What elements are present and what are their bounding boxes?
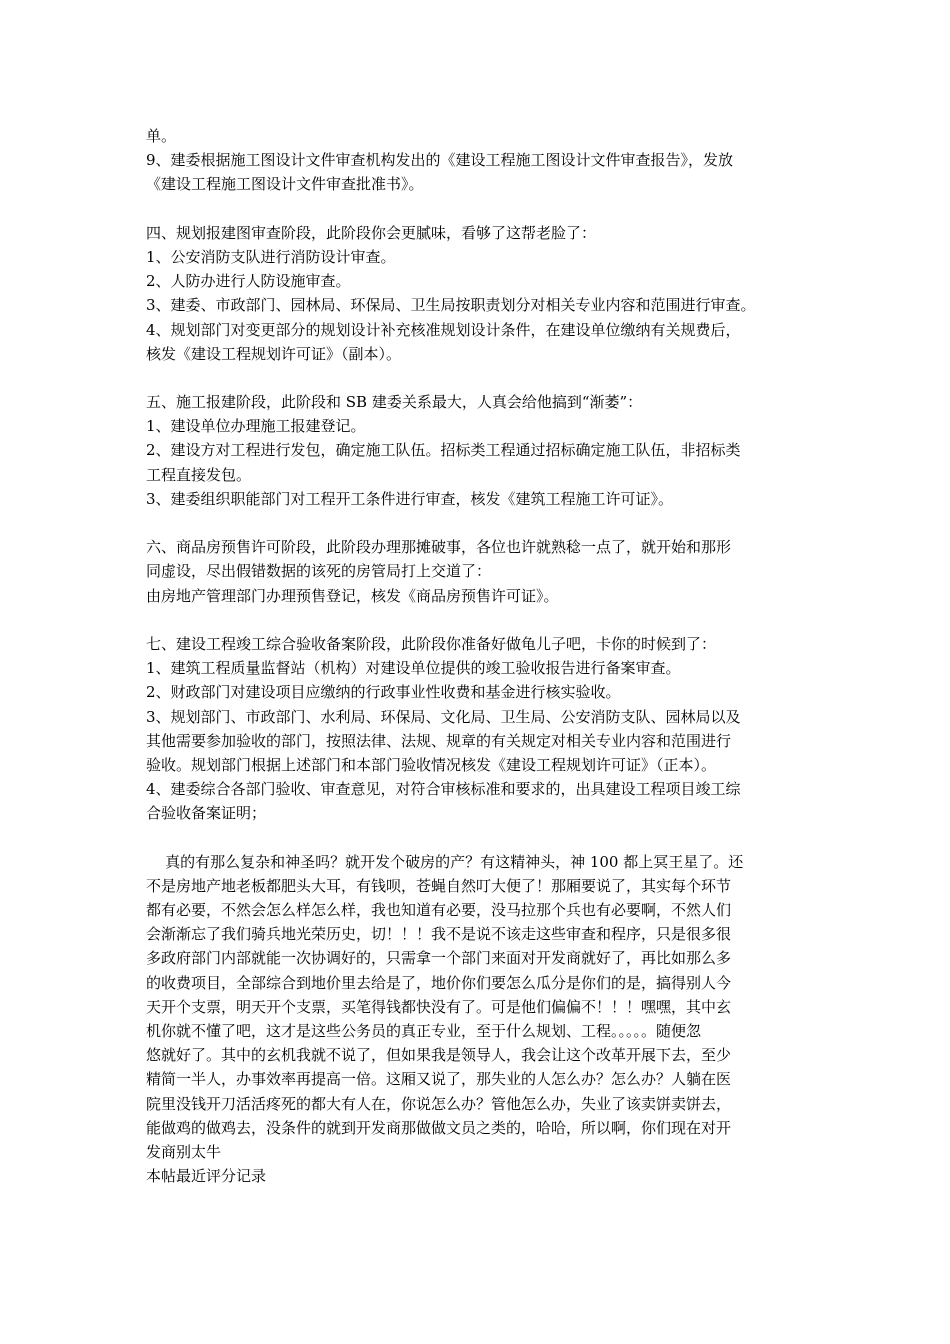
text-line: 验收。规划部门根据上述部门和本部门验收情况核发《建设工程规划许可证》（正本）。 <box>146 755 717 774</box>
text-line: 1、公安消防支队进行消防设计审查。 <box>146 247 396 266</box>
text-line: 3、建委组织职能部门对工程开工条件进行审查，核发《建筑工程施工许可证》。 <box>146 489 674 508</box>
paragraph-gap <box>146 511 816 535</box>
comment-paragraph-line: 的收费项目，全部综合到地价里去给是了，地价你们要怎么瓜分是你们的是，搞得别人今 <box>146 973 732 992</box>
text-line: 4、规划部门对变更部分的规划设计补充核准规划设计条件，在建设单位缴纳有关规费后， <box>146 320 741 339</box>
comment-paragraph-line: 悠就好了。其中的玄机我就不说了，但如果我是领导人，我会让这个改革开展下去，至少 <box>146 1046 732 1065</box>
section-heading: 六、商品房预售许可阶段，此阶段办理那摊破事，各位也许就熟稔一点了，就开始和那形 <box>146 538 732 557</box>
text-line: 单。 <box>146 127 177 145</box>
text-line: 工程直接发包。 <box>146 465 252 484</box>
text-line: 《建设工程施工图设计文件审查批准书》。 <box>146 175 424 194</box>
comment-paragraph-line: 发商别太牛 <box>146 1142 222 1161</box>
comment-paragraph-line: 真的有那么复杂和神圣吗？就开发个破房的产？有这精神头，神 100 都上冥王星了。还 <box>146 852 744 871</box>
paragraph-gap <box>146 197 816 221</box>
text-line: 合验收备案证明； <box>146 804 267 823</box>
comment-paragraph-line: 天开个支票，明天开个支票，买笔得钱都快没有了。可是他们偏偏不！！！嘿嘿，其中玄 <box>146 997 732 1016</box>
comment-paragraph-line: 会渐渐忘了我们骑兵地光荣历史，切！！！我不是说不该走这些审查和程序，只是很多很 <box>146 925 732 944</box>
text-line: 3、规划部门、市政部门、水利局、环保局、文化局、卫生局、公安消防支队、园林局以及 <box>146 707 741 726</box>
text-line: 4、建委综合各部门验收、审查意见，对符合审核标准和要求的，出具建设工程项目竣工综 <box>146 780 741 799</box>
text-line: 1、建筑工程质量监督站（机构）对建设单位提供的竣工验收报告进行备案审查。 <box>146 659 681 678</box>
section-heading: 五、施工报建阶段，此阶段和 SB 建委关系最大，人真会给他搞到“渐萎”： <box>146 393 643 412</box>
text-line: 同虚设，尽出假错数据的该死的房管局打上交道了： <box>146 562 492 581</box>
paragraph-gap <box>146 608 816 632</box>
comment-paragraph-line: 机你就不懂了吧，这才是这些公务员的真正专业，至于什么规划、工程。。。。。随便忽 <box>146 1021 702 1040</box>
text-line: 2、人防办进行人防设施审查。 <box>146 272 351 291</box>
comment-paragraph-line: 精简一半人，办事效率再提高一倍。这厢又说了，那失业的人怎么办？怎么办？人躺在医 <box>146 1070 732 1089</box>
text-line: 9、建委根据施工图设计文件审查机构发出的《建设工程施工图设计文件审查报告》，发放 <box>146 151 734 170</box>
comment-paragraph-line: 院里没钱开刀活活疼死的都大有人在，你说怎么办？管他怎么办，失业了该卖饼卖饼去， <box>146 1094 732 1113</box>
comment-paragraph-line: 不是房地产地老板都肥头大耳，有钱呗，苍蝇自然叮大便了！那厢要说了，其实每个环节 <box>146 876 732 895</box>
text-line: 2、建设方对工程进行发包，确定施工队伍。招标类工程通过招标确定施工队伍，非招标类 <box>146 441 741 460</box>
section-heading: 四、规划报建图审查阶段，此阶段你会更腻味，看够了这帮老脸了： <box>146 223 597 242</box>
text-line: 核发《建设工程规划许可证》（副本）。 <box>146 344 402 363</box>
text-line: 由房地产管理部门办理预售登记，核发《商品房预售许可证》。 <box>146 586 559 605</box>
text-line: 1、建设单位办理施工报建登记。 <box>146 417 366 436</box>
paragraph-gap <box>146 825 816 849</box>
section-heading: 七、建设工程竣工综合验收备案阶段，此阶段你准备好做龟儿子吧，卡你的时候到了： <box>146 634 717 653</box>
text-line: 2、财政部门对建设项目应缴纳的行政事业性收费和基金进行核实验收。 <box>146 683 621 702</box>
comment-paragraph-line: 能做鸡的做鸡去，没条件的就到开发商那做做文员之类的，哈哈，所以啊，你们现在对开 <box>146 1118 732 1137</box>
comment-paragraph-line: 都有必要，不然会怎么样怎么样，我也知道有必要，没马拉那个兵也有必要啊，不然人们 <box>146 901 732 919</box>
comment-paragraph-line: 多政府部门内部就能一次协调好的，只需拿一个部门来面对开发商就好了，再比如那么多 <box>146 949 732 968</box>
document-body <box>146 124 816 1188</box>
rating-record-label: 本帖最近评分记录 <box>146 1167 267 1186</box>
paragraph-gap <box>146 366 816 390</box>
text-line: 3、建委、市政部门、园林局、环保局、卫生局按职责划分对相关专业内容和范围进行审查。 <box>146 296 756 315</box>
text-line: 其他需要参加验收的部门，按照法律、法规、规章的有关规定对相关专业内容和范围进行 <box>146 731 732 750</box>
